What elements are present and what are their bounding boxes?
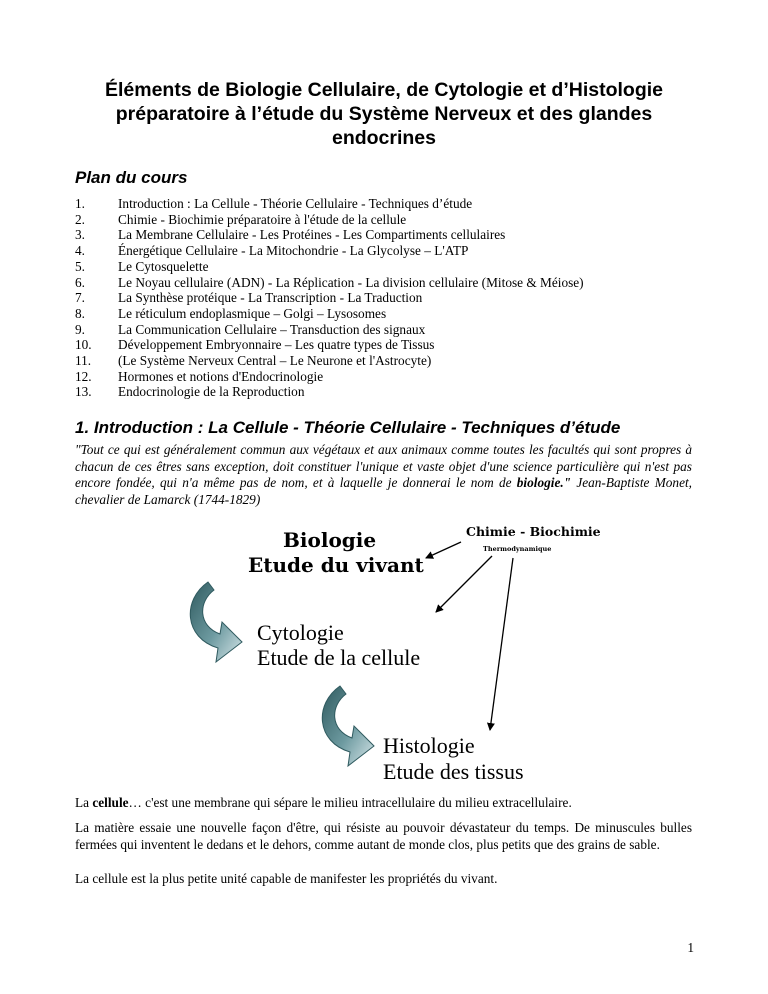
plan-item (75, 322, 715, 338)
plan-item-number: 12. (75, 368, 92, 384)
plan-item-text: Chimie - Biochimie préparatoire à l'étude de la cellule (118, 211, 407, 227)
plan-item-number: 9. (75, 321, 85, 337)
lamarck-quote (75, 442, 692, 508)
plan-item-number: 13. (75, 384, 92, 400)
label-cytologie: Cytologie (257, 620, 344, 645)
arrow-to-biologie (426, 542, 461, 558)
plan-item-text: (Le Système Nerveux Central – Le Neurone et l'Astrocyte) (118, 353, 432, 369)
plan-item (75, 337, 715, 353)
label-chimie-biochimie: Chimie - Biochimie (466, 524, 601, 539)
page-number: 1 (687, 940, 694, 955)
plan-item-number: 10. (75, 337, 92, 353)
plan-item-text: La Communication Cellulaire – Transduction des signaux (118, 321, 426, 337)
plan-item-text: Endocrinologie de la Reproduction (118, 384, 305, 400)
plan-item-number: 8. (75, 305, 85, 321)
quote-text: "Tout ce qui est généralement commun aux végétaux et aux animaux comme toutes les facultés qui sont propres à chacun de ces êtres sans exception, doit constituer l'unique et vaste objet d'une science particulière qui n'est pas encore fondée, qui n'a même pas de nom, et à laquelle je donnerai le nom de (75, 442, 692, 491)
quote-bold-term: biologie." (516, 475, 572, 491)
label-histologie: Histologie (383, 733, 475, 758)
plan-item-number: 4. (75, 243, 85, 259)
plan-item-text: Le Cytosquelette (118, 258, 209, 274)
plan-item-number: 11. (75, 353, 92, 369)
plan-item (75, 196, 715, 212)
plan-item-text: La Synthèse protéique - La Transcription - La Traduction (118, 290, 423, 306)
plan-item (75, 259, 715, 275)
plan-item (75, 353, 715, 369)
plan-item (75, 306, 715, 322)
plan-item (75, 212, 715, 228)
plan-item-number: 7. (75, 290, 85, 306)
curved-arrow-icon (190, 582, 242, 662)
plan-heading: Plan du cours (75, 168, 188, 187)
label-etude-du-vivant: Etude du vivant (248, 553, 424, 577)
plan-item-text: Le Noyau cellulaire (ADN) - La Réplication - La division cellulaire (Mitose & Méiose) (118, 274, 584, 290)
plan-item (75, 290, 715, 306)
biology-diagram (180, 518, 600, 788)
section-heading-introduction: 1. Introduction : La Cellule - Théorie Cellulaire - Techniques d’étude (75, 418, 621, 437)
plan-item (75, 243, 715, 259)
arrow-to-cytologie (436, 556, 492, 612)
plan-item (75, 227, 715, 243)
plan-item-number: 5. (75, 258, 85, 274)
arrow-to-histologie (490, 558, 513, 730)
label-etude-des-tissus: Etude des tissus (383, 759, 524, 784)
plan-item-text: Introduction : La Cellule - Théorie Cellulaire - Techniques d’étude (118, 196, 473, 211)
quote-author: Jean-Baptiste Monet, chevalier de Lamarck (1744-1829) (75, 475, 692, 507)
plan-item-text: La Membrane Cellulaire - Les Protéines - Les Compartiments cellulaires (118, 227, 506, 243)
plan-item-number: 1. (75, 196, 85, 211)
plan-item-text: Le réticulum endoplasmique – Golgi – Lysosomes (118, 305, 387, 321)
plan-item (75, 369, 715, 385)
course-plan-list (75, 196, 715, 400)
label-thermodynamique: Thermodynamique (483, 545, 552, 553)
plan-item-number: 6. (75, 274, 85, 290)
paragraph-text: … c'est une membrane qui sépare le milieu intracellulaire du milieu extracellulaire. (128, 795, 572, 810)
plan-item-text: Hormones et notions d'Endocrinologie (118, 368, 324, 384)
title-line-2: préparatoire à l’étude du Système Nerveux et des glandes (115, 103, 653, 125)
title-line-1: Éléments de Biologie Cellulaire, de Cytologie et d’Histologie (104, 79, 664, 101)
plan-item (75, 384, 715, 400)
paragraph-text: La (75, 795, 93, 810)
document-title (60, 78, 708, 150)
plan-item-number: 3. (75, 227, 85, 243)
paragraph-matiere: La matière essaie une nouvelle façon d'être, qui résiste au pouvoir dévastateur du temps. De minuscules bulles fermées qui inventent le dedans et le dehors, comme autant de monde clos, plus petits que des grains de sable. (75, 820, 692, 852)
plan-item-number: 2. (75, 211, 85, 227)
paragraph-cellule-definition (75, 795, 692, 812)
paragraph-plus-petite-unite: La cellule est la plus petite unité capable de manifester les propriétés du vivant. (75, 871, 498, 886)
bold-term: cellule (92, 795, 129, 810)
title-line-3: endocrines (331, 127, 437, 149)
plan-item-text: Énergétique Cellulaire - La Mitochondrie - La Glycolyse – L'ATP (118, 243, 469, 259)
curved-arrow-icon (322, 686, 374, 766)
label-biologie: Biologie (283, 528, 377, 552)
plan-item (75, 275, 715, 291)
label-etude-de-la-cellule: Etude de la cellule (257, 645, 421, 670)
plan-item-text: Développement Embryonnaire – Les quatre types de Tissus (118, 337, 435, 353)
